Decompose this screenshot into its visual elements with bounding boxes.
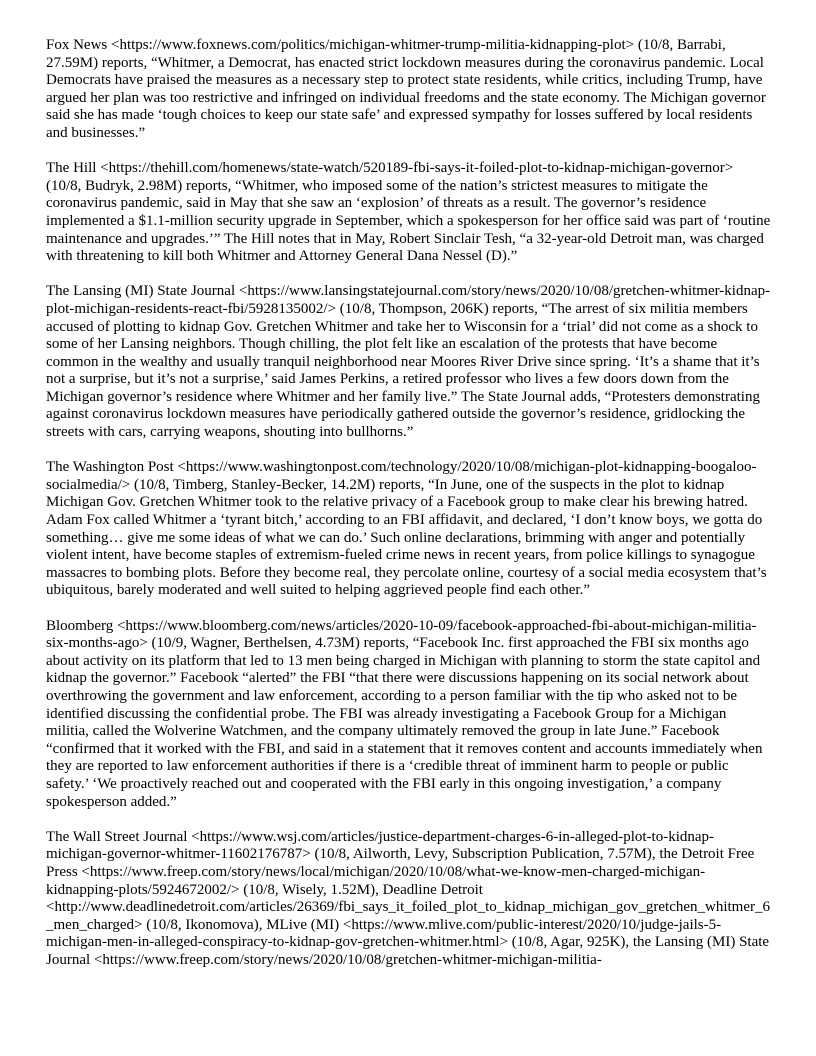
paragraph-lansing-state-journal: The Lansing (MI) State Journal <https://www.lansingstatejournal.com/story/news/2020/10/08/gretchen-whitmer-kidnap-plot-michigan-residents-react-fbi/5928135002/> (10/8, Thompson, 206K) reports, “The arrest of six militia members accused of plotting to kidnap Gov. Gretchen Whitmer and take her to Wisconsin for a ‘trial’ did not come as a shock to some of her Lansing neighbors. Though chilling, the plot felt like an escalation of the protests that have become common in the wealthy and usually tranquil neighborhood near Moores River Drive since spring. ‘It’s a shame that it’s not a surprise, but it’s not a surprise,’ said James Perkins, a retired professor who lives a few doors down from the Michigan governor’s residence where Whitmer and her family live.” The State Journal adds, “Protesters demonstrating against coronavirus lockdown measures have periodically gathered outside the governor’s residence, gridlocking the streets with cars, carrying weapons, shouting into bullhorns.” bbox=[46, 283, 771, 441]
document-page bbox=[46, 37, 772, 969]
paragraph-bloomberg: Bloomberg <https://www.bloomberg.com/news/articles/2020-10-09/facebook-approached-fbi-about-michigan-militia-six-months-ago> (10/9, Wagner, Berthelsen, 4.73M) reports, “Facebook Inc. first approached the FBI six months ago about activity on its platform that led to 13 men being charged in Michigan with planning to storm the state capitol and kidnap the governor.” Facebook “alerted” the FBI “that there were discussions happening on its social network about overthrowing the government and law enforcement, according to a person familiar with the tip who asked not to be identified discussing the confidential probe. The FBI was already investigating a Facebook Group for a Michigan militia, called the Wolverine Watchmen, and the company ultimately removed the group in late June.” Facebook “confirmed that it worked with the FBI, and said in a statement that it removes content and accounts immediately when they are reported to law enforcement authorities if there is a ‘credible threat of imminent harm to people or public safety.’ ‘We proactively reached out and cooperated with the FBI early in this ongoing investigation,’ a company spokesperson added.” bbox=[46, 617, 763, 810]
paragraph-washington-post: The Washington Post <https://www.washingtonpost.com/technology/2020/10/08/michigan-plot-kidnapping-boogaloo-socialmedia/> (10/8, Timberg, Stanley-Becker, 14.2M) reports, “In June, one of the suspects in the plot to kidnap Michigan Gov. Gretchen Whitmer took to the relative privacy of a Facebook group to make clear his brewing hatred. Adam Fox called Whitmer a ‘tyrant bitch,’ according to an FBI affidavit, and declared, ‘I don’t know boys, we gotta do something… give me some ideas of what we can do.’ Such online declarations, brimming with anger and potentially violent intent, have become staples of extremism-fueled crime news in recent years, from police killings to synagogue massacres to bombing plots. Before they become real, they percolate online, courtesy of a social media ecosystem that’s ubiquitous, barely moderated and well suited to helping aggrieved people find each other.” bbox=[46, 459, 767, 599]
paragraph-wall-street-journal: The Wall Street Journal <https://www.wsj.com/articles/justice-department-charges-6-in-alleged-plot-to-kidnap-michigan-governor-whitmer-11602176787> (10/8, Ailworth, Levy, Subscription Publication, 7.57M), the Detroit Free Press <https://www.freep.com/story/news/local/michigan/2020/10/08/what-we-know-men-charged-michigan-kidnapping-plots/5924672002/> (10/8, Wisely, 1.52M), Deadline Detroit <http://www.deadlinedetroit.com/articles/26369/fbi_says_it_foiled_plot_to_kidnap_michigan_gov_gretchen_whitmer_6_men_charged> (10/8, Ikonomova), MLive (MI) <https://www.mlive.com/public-interest/2020/10/judge-jails-5-michigan-men-in-alleged-conspiracy-to-kidnap-gov-gretchen-whitmer.html> (10/8, Agar, 925K), the Lansing (MI) State Journal <https://www.freep.com/story/news/2020/10/08/gretchen-whitmer-michigan-militia- bbox=[46, 828, 771, 968]
paragraph-the-hill: The Hill <https://thehill.com/homenews/state-watch/520189-fbi-says-it-foiled-plot-to-kidnap-michigan-governor> (10/8, Budryk, 2.98M) reports, “Whitmer, who imposed some of the nation’s strictest measures to mitigate the coronavirus pandemic, said in May that she saw an ‘explosion’ of threats as a result. The governor’s residence implemented a $1.1-million security upgrade in September, which a spokesperson for her office said was part of ‘routine maintenance and upgrades.’” The Hill notes that in May, Robert Sinclair Tesh, “a 32-year-old Detroit man, was charged with threatening to kill both Whitmer and Attorney General Dana Nessel (D).” bbox=[46, 160, 771, 265]
paragraph-fox-news: Fox News <https://www.foxnews.com/politics/michigan-whitmer-trump-militia-kidnapping-plot> (10/8, Barrabi, 27.59M) reports, “Whitmer, a Democrat, has enacted strict lockdown measures during the coronavirus pandemic. Local Democrats have praised the measures as a necessary step to protect state residents, while critics, including Trump, have argued her plan was too restrictive and infringed on individual freedoms and the state economy. The Michigan governor said she has made ‘tough choices to keep our state safe’ and expressed sympathy for losses suffered by local residents and businesses.” bbox=[46, 37, 766, 141]
